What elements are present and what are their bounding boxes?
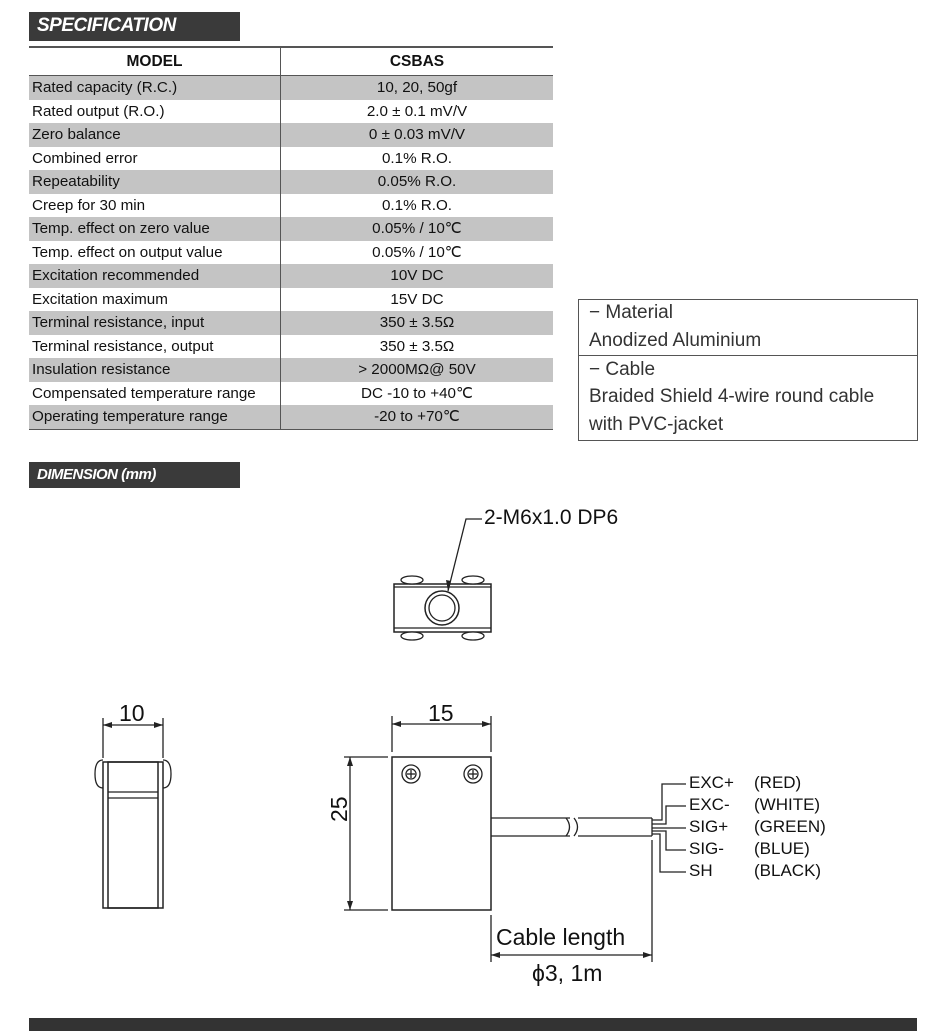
spec-label: Combined error xyxy=(29,147,281,171)
spec-value: 0 ± 0.03 mV/V xyxy=(281,123,554,147)
footer-bar xyxy=(29,1018,917,1031)
wire-signal-label: SH xyxy=(689,861,713,880)
spec-value: 0.1% R.O. xyxy=(381,149,453,167)
spec-value: 10V DC xyxy=(281,264,554,288)
spec-value: 0.05% R.O. xyxy=(281,170,554,194)
dimension-title: DIMENSION (mm) xyxy=(37,466,156,483)
spec-value: 0.05% / 10℃ xyxy=(281,217,554,241)
spec-label: Creep for 30 min xyxy=(29,194,281,218)
wire-color-label: (BLUE) xyxy=(754,839,810,858)
spec-value: -20 to +70℃ xyxy=(281,405,554,429)
cable-spec-label: ϕ3, 1m xyxy=(532,960,603,986)
wire-signal-label: EXC- xyxy=(689,795,730,814)
spec-label: Terminal resistance, output xyxy=(29,335,281,359)
spec-value: > 2000MΩ@ 50V xyxy=(281,358,554,382)
spec-value: 0.05% / 10℃ xyxy=(372,243,462,261)
model-value-header: CSBAS xyxy=(281,47,554,76)
material-title: − Material xyxy=(589,302,673,323)
spec-label: Temp. effect on zero value xyxy=(29,217,281,241)
side-width-label: 10 xyxy=(119,700,145,726)
spec-label: Excitation maximum xyxy=(29,288,281,312)
material-value: Anodized Aluminium xyxy=(589,330,762,351)
cable-title: − Cable xyxy=(589,359,656,380)
spec-label: Operating temperature range xyxy=(29,405,281,429)
top-view xyxy=(394,519,491,640)
spec-label: Repeatability xyxy=(29,170,281,194)
spec-label: Compensated temperature range xyxy=(29,382,281,406)
wire-signal-label: EXC+ xyxy=(689,773,734,792)
wire-color-label: (RED) xyxy=(754,773,802,792)
spec-value: DC -10 to +40℃ xyxy=(360,384,474,402)
spec-label: Temp. effect on output value xyxy=(29,241,281,265)
spec-value: 0.1% R.O. xyxy=(381,196,453,214)
spec-value: 350 ± 3.5Ω xyxy=(379,337,455,355)
front-view xyxy=(344,716,491,910)
spec-label: Terminal resistance, input xyxy=(29,311,281,335)
thread-note: 2-M6x1.0 DP6 xyxy=(484,506,619,529)
height-label: 25 xyxy=(326,796,352,822)
front-width-label: 15 xyxy=(428,700,454,726)
spec-label: Rated output (R.O.) xyxy=(29,100,281,124)
spec-label: Zero balance xyxy=(29,123,281,147)
cable-line-1: Braided Shield 4-wire round cable xyxy=(589,386,875,407)
model-header: MODEL xyxy=(29,47,281,76)
cable-line-2: with PVC-jacket xyxy=(589,414,724,435)
spec-label: Rated capacity (R.C.) xyxy=(29,76,281,100)
spec-value: 2.0 ± 0.1 mV/V xyxy=(366,102,468,120)
wire-signal-label: SIG+ xyxy=(689,817,729,836)
spec-value: 15V DC xyxy=(390,290,444,308)
cable-length-label: Cable length xyxy=(496,924,626,950)
wire-color-label: (GREEN) xyxy=(754,817,826,836)
side-view xyxy=(95,718,171,908)
wire-color-label: (WHITE) xyxy=(754,795,821,814)
spec-label: Excitation recommended xyxy=(29,264,281,288)
spec-label: Insulation resistance xyxy=(29,358,281,382)
specification-title: SPECIFICATION xyxy=(37,15,176,36)
wire-signal-label: SIG- xyxy=(689,839,724,858)
spec-value: 350 ± 3.5Ω xyxy=(281,311,554,335)
wire-color-label: (BLACK) xyxy=(754,861,822,880)
spec-value: 10, 20, 50gf xyxy=(281,76,554,100)
